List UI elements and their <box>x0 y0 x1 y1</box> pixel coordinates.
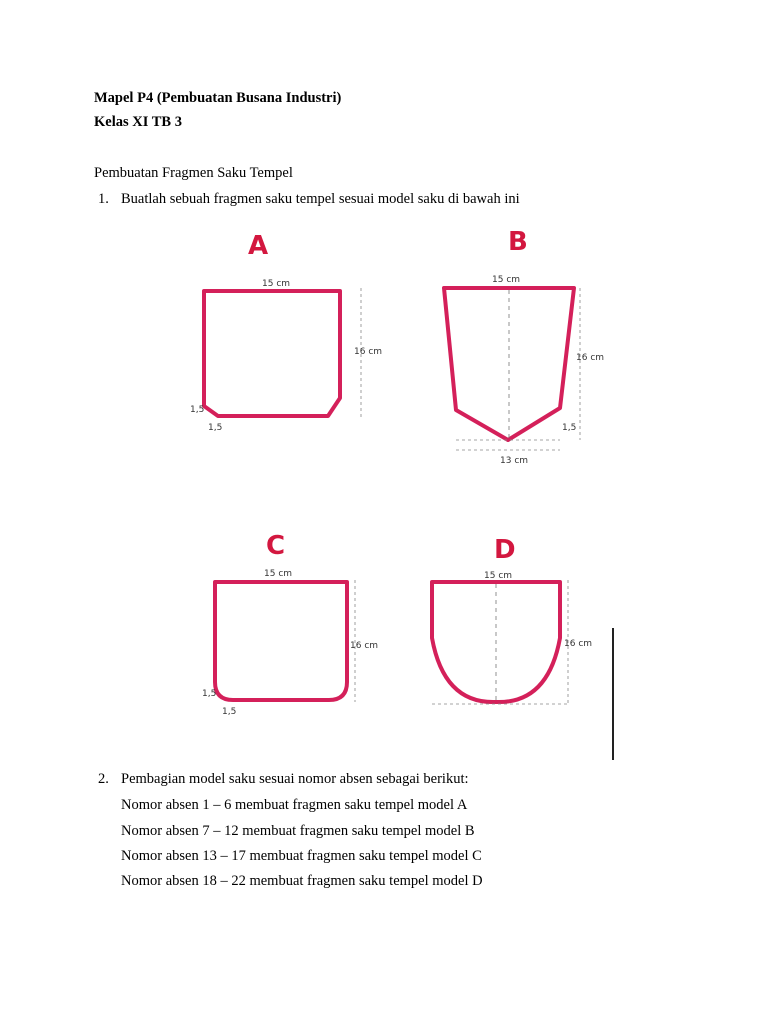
model-b-corner-label: 1,5 <box>562 423 577 433</box>
model-a-letter: A <box>248 231 269 261</box>
section-title: Pembuatan Fragmen Saku Tempel <box>94 165 293 181</box>
model-b-bottom-label: 13 cm <box>500 456 529 466</box>
absen-line-d: Nomor absen 18 – 22 membuat fragmen saku tempel model D <box>121 873 483 889</box>
model-a-corner-label-2: 1,5 <box>208 423 223 433</box>
absen-line-a: Nomor absen 1 – 6 membuat fragmen saku tempel model A <box>121 797 468 813</box>
model-d-width-label: 15 cm <box>484 571 513 581</box>
absen-line-c: Nomor absen 13 – 17 membuat fragmen saku tempel model C <box>121 848 482 864</box>
model-c-corner-label-1: 1,5 <box>202 689 217 699</box>
model-c-letter: C <box>266 531 286 561</box>
class-heading: Kelas XI TB 3 <box>94 114 182 130</box>
model-b-width-label: 15 cm <box>492 275 521 285</box>
model-b-letter: B <box>508 227 528 257</box>
model-c-width-label: 15 cm <box>264 569 293 579</box>
pocket-models-figure <box>178 218 605 758</box>
model-c-outline <box>215 582 347 700</box>
absen-line-b: Nomor absen 7 – 12 membuat fragmen saku tempel model B <box>121 823 475 839</box>
model-a-outline <box>204 291 340 416</box>
item-1-text: Buatlah sebuah fragmen saku tempel sesuai model saku di bawah ini <box>121 191 520 207</box>
model-a-height-label: 16 cm <box>354 347 383 357</box>
pocket-model-a <box>190 231 382 433</box>
subject-heading: Mapel P4 (Pembuatan Busana Industri) <box>94 90 342 106</box>
model-a-corner-label-1: 1,5 <box>190 405 205 415</box>
item-2-text: Pembagian model saku sesuai nomor absen sebagai berikut: <box>121 771 469 787</box>
item-1-number: 1. <box>98 191 109 207</box>
pocket-model-d <box>432 535 592 704</box>
model-b-height-label: 16 cm <box>576 353 605 363</box>
pocket-model-b <box>444 227 604 466</box>
model-d-letter: D <box>494 535 516 565</box>
model-c-corner-label-2: 1,5 <box>222 707 237 717</box>
model-d-height-label: 16 cm <box>564 639 593 649</box>
model-c-height-label: 16 cm <box>350 641 379 651</box>
model-a-width-label: 15 cm <box>262 279 291 289</box>
margin-mark <box>612 628 614 760</box>
pocket-model-c <box>202 531 378 717</box>
item-2-number: 2. <box>98 771 109 787</box>
